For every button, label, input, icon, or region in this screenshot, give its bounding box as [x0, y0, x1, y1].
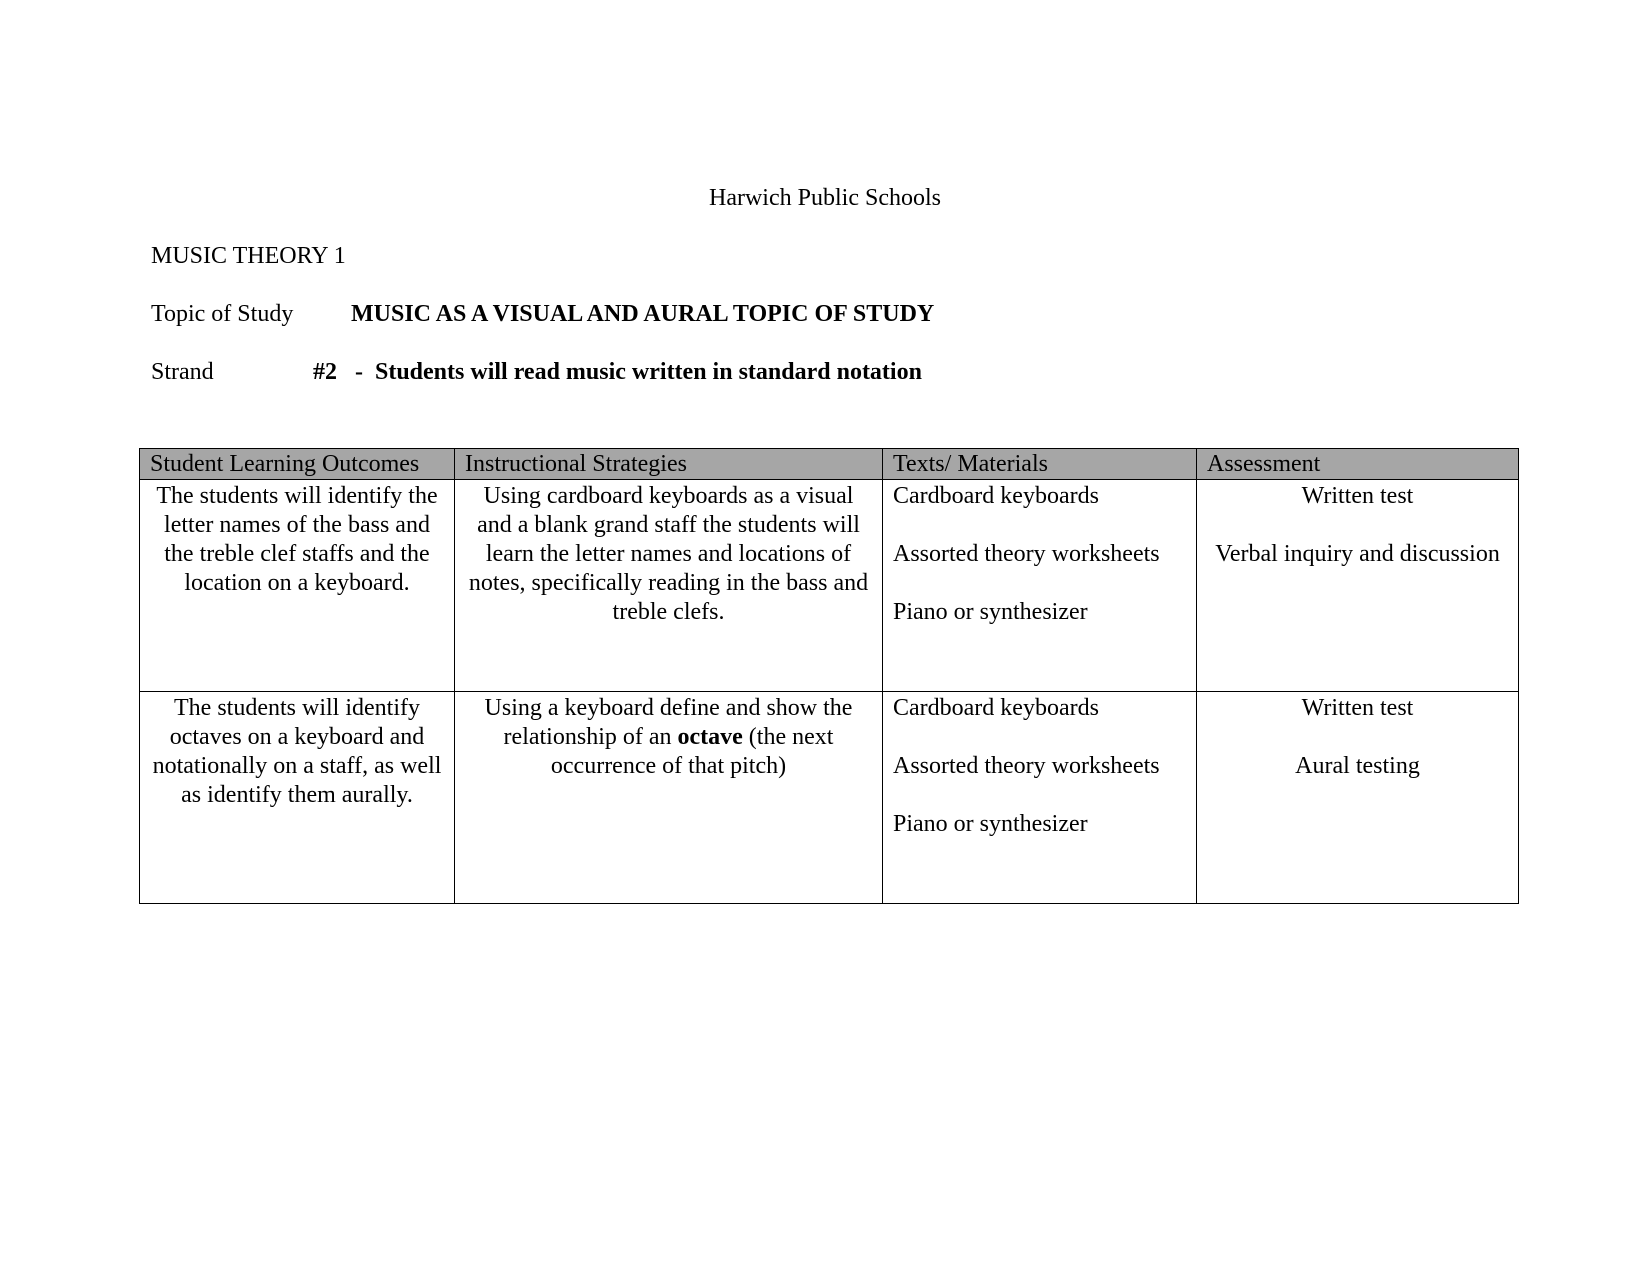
strategy-text-after: (the next occurrence of that pitch) — [550, 724, 834, 779]
assessment-item: Written test — [1301, 483, 1414, 509]
material-item: Assorted theory worksheets — [893, 753, 1160, 779]
strategy-cell — [455, 480, 883, 692]
material-item: Piano or synthesizer — [893, 811, 1088, 837]
material-item: Cardboard keyboards — [893, 695, 1099, 721]
column-header-outcomes: Student Learning Outcomes — [140, 449, 455, 480]
topic-value: MUSIC AS A VISUAL AND AURAL TOPIC OF STUDY — [351, 301, 935, 327]
material-item: Assorted theory worksheets — [893, 541, 1160, 567]
topic-of-study — [151, 301, 935, 328]
strategy-bold-term: octave — [677, 724, 743, 750]
topic-label: Topic of Study — [151, 301, 294, 327]
assessment-item: Aural testing — [1295, 753, 1420, 779]
material-item: Piano or synthesizer — [893, 599, 1088, 625]
table-row — [140, 480, 1519, 692]
strand — [151, 359, 922, 386]
materials-cell — [883, 692, 1197, 904]
strategy-text: Using cardboard keyboards as a visual and a blank grand staff the students will learn the letter names and locations of notes, specifically reading in the bass and treble clefs. — [468, 483, 869, 625]
column-header-materials: Texts/ Materials — [883, 449, 1197, 480]
table-row — [140, 692, 1519, 904]
assessment-item: Verbal inquiry and discussion — [1215, 541, 1500, 567]
table-header-row — [140, 449, 1519, 480]
strategy-text: Using a keyboard define and show the relationship of an — [484, 695, 853, 750]
column-header-assessment: Assessment — [1197, 449, 1519, 480]
strategy-cell — [455, 692, 883, 904]
assessment-cell — [1197, 692, 1519, 904]
curriculum-table — [139, 448, 1519, 904]
outcome-cell: The students will identify the letter names of the bass and the treble clef staffs and the location on a keyboard. — [140, 480, 455, 692]
school-name: Harwich Public Schools — [709, 185, 941, 211]
outcome-cell: The students will identify octaves on a keyboard and notationally on a staff, as well as identify them aurally. — [140, 692, 455, 904]
material-item: Cardboard keyboards — [893, 483, 1099, 509]
strand-label: Strand — [151, 359, 214, 385]
assessment-cell — [1197, 480, 1519, 692]
course-title: MUSIC THEORY 1 — [151, 243, 346, 269]
materials-cell — [883, 480, 1197, 692]
strand-value: #2 - Students will read music written in standard notation — [313, 359, 922, 385]
column-header-strategies: Instructional Strategies — [455, 449, 883, 480]
assessment-item: Written test — [1301, 695, 1414, 721]
